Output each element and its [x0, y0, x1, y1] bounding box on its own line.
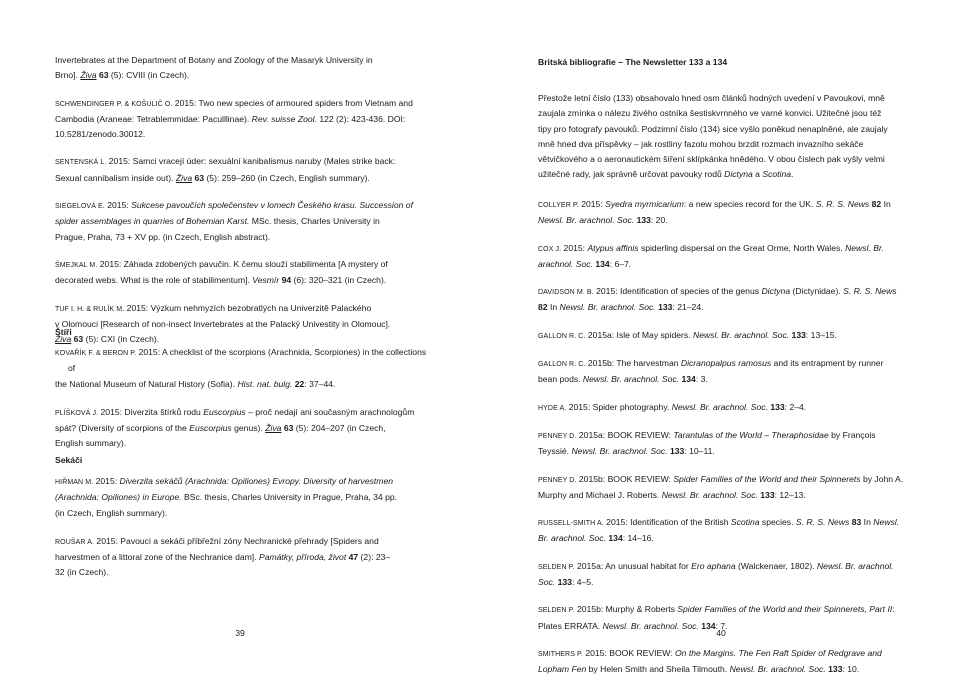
text-run: v Olomouci [Research of non-insect Invertebrates at the Palacký Univestity in Olomouc]. [55, 318, 391, 329]
text-run: 82 [538, 302, 548, 313]
bibliography-list-top [55, 53, 427, 347]
text-run: Newsl. Br. arachnol. Soc. [582, 374, 680, 385]
text-run: : 37–44. [304, 378, 336, 389]
bibliography-entry [55, 257, 427, 289]
text-run: S. R. S. News [843, 286, 897, 297]
text-run: 32 (in Czech). [55, 567, 109, 578]
text-run: 2015: Diverzita štírků rodu [98, 406, 204, 417]
text-run: : 12–13. [774, 489, 806, 500]
text-run: 2015: Výzkum nehmyzích bezobratlých na Univerzitě Palackého [124, 302, 372, 313]
text-run: 2015: BOOK REVIEW: [582, 647, 675, 658]
text-run: zaujala zmínka o nálezu živého ostníka šestiskvrnného ve varné konvici. Užitečné jsou též [538, 108, 882, 119]
text-line [538, 400, 910, 416]
text-run: Newsl. Br. arachnol. Soc. [729, 664, 826, 675]
text-run: harvestmen of a littoral zone of the Nechranice dam]. [55, 552, 259, 563]
text-run: Sexual cannibalism inside out). [55, 172, 176, 183]
text-run: větvičkového a o aeronautickém šíření sklípkánka hnědého. V obou číslech pak vyšly velmi [538, 154, 885, 165]
text-run: Newsl. Br. [845, 242, 884, 253]
text-run: Brno]. [55, 70, 81, 81]
text-run: SCHWENDINGER P. & KOŠULIČ O. [55, 100, 173, 108]
text-run: Euscorpius [203, 406, 246, 417]
text-run: 134 [701, 620, 716, 631]
text-run: a [752, 169, 763, 180]
bibliography-entry [538, 197, 910, 229]
text-run: SELDEN P. [538, 563, 575, 571]
text-line [55, 421, 427, 436]
text-run: Sukcese pavoučích společenstev v lomech Českého krasu. Succession of [131, 200, 413, 211]
text-run: S. R. S. News [815, 199, 870, 209]
text-run: 2015: Záhada zdobených pavučin. K čemu slouží stabilimenta [A mystery of [97, 258, 388, 269]
text-run: 133 [670, 446, 685, 457]
text-run: 94 [281, 275, 292, 286]
page-number: 39 [235, 628, 245, 638]
text-run: Euscorpius [189, 423, 232, 434]
text-run: Dictyna [761, 286, 791, 297]
text-line [55, 301, 427, 317]
text-run: Rev. suisse Zool. [251, 113, 317, 124]
text-run: decorated webs. What is the role of stabilimentum]. [55, 275, 253, 286]
text-run: HIŘMAN M. [55, 479, 94, 486]
text-run: by François [828, 429, 876, 440]
bibliography-entry [538, 400, 910, 416]
text-run: (Walckenaer, 1802). [735, 560, 817, 571]
text-line [538, 106, 910, 121]
text-run: 10.5281/zenodo.30012. [55, 129, 146, 140]
text-run: : 3. [695, 374, 708, 385]
text-run: S. R. S. News [795, 517, 850, 528]
text-run: 63 [283, 423, 294, 434]
text-run: 2015: Identification of the British [603, 517, 731, 528]
text-run: TUF I. H. & RULÍK M. [55, 305, 125, 313]
text-run: . [791, 169, 794, 180]
text-run: 83 [851, 517, 862, 528]
text-run: Soc. [538, 577, 556, 588]
text-run: 133 [760, 489, 775, 500]
page-number: 40 [716, 628, 726, 638]
text-run: 2015b: The harvestman [585, 358, 681, 369]
text-run: In [547, 302, 560, 313]
text-run: (5): 259–260 (in Czech, English summary). [204, 172, 370, 183]
text-line [538, 213, 910, 228]
text-line [55, 112, 427, 127]
bibliography-list-harvestmen [55, 474, 427, 581]
text-run: mně hned dva příspěvky – jak rostliny fazolu mohou brzdit rozmach invazního sekáče [538, 138, 864, 149]
text-run: spider assemblages in quarries of Bohemian Karst. [55, 216, 250, 227]
bibliography-entry [55, 301, 427, 348]
text-run: MSc. thesis, Charles University in [249, 216, 380, 227]
text-run: užitečné rady, jak správně určovat pavouky rodů [538, 169, 725, 180]
text-run: PENNEY D. [538, 476, 577, 484]
text-run: genus). [231, 423, 266, 434]
text-line [538, 257, 910, 272]
text-run: (Dictynidae). [790, 286, 844, 297]
text-run: 2015: A checklist of the scorpions (Arachnida, Scorpiones) in the collections of [68, 347, 427, 374]
bibliography-entry [55, 534, 427, 581]
text-run: DAVIDSON M. B. [538, 289, 594, 297]
text-run: Živa [55, 334, 72, 345]
text-line [538, 559, 910, 575]
bibliography-entry [55, 345, 427, 392]
text-run: (6): 320–321 (in Czech). [291, 275, 387, 286]
text-run: 2015: Two new species of armoured spiders from Vietnam and [172, 97, 413, 108]
text-line [55, 506, 427, 521]
text-run: 2015b: Murphy & Roberts [574, 604, 678, 615]
text-run: SENTENSKÁ L. [55, 159, 107, 167]
text-run: SIEGELOVÁ E. [55, 203, 105, 211]
text-line [538, 488, 910, 503]
text-run: arachnol. Soc. [538, 258, 593, 269]
bibliography-entry [55, 154, 427, 186]
text-line [538, 152, 910, 167]
text-run: : 10–11. [684, 446, 715, 457]
text-run: Spider Families of the World and their Spinnerets [673, 473, 861, 484]
text-line [55, 565, 427, 580]
text-run: Newsl. Br. arachnol. Soc. [602, 620, 699, 631]
text-run: Cambodia (Araneae: Tetrablemmidae: Paculllinae). [55, 113, 252, 124]
text-run: 2015a: BOOK REVIEW: [576, 429, 674, 440]
text-line [538, 472, 910, 488]
text-run: Br. arachnol. Soc. [538, 533, 606, 544]
text-run: 47 [348, 552, 359, 563]
text-line [538, 241, 910, 257]
text-line [538, 167, 910, 182]
text-run: 2015a: Isle of May spiders. [585, 329, 693, 340]
text-line [55, 68, 427, 83]
text-run: 2015: Spider photography. [566, 401, 672, 412]
text-run: (2): 23– [358, 552, 391, 563]
text-line [55, 127, 427, 142]
text-run: Teyssié. [538, 446, 572, 457]
text-run: On the Margins. The Fen Raft Spider of Redgrave and [674, 647, 882, 658]
text-run: spát? (Diversity of scorpions of the [55, 423, 190, 434]
text-run: SMITHERS P. [538, 650, 583, 658]
text-line [538, 444, 910, 459]
text-run: Spider Families of the World and their Spinnerets, Part II [677, 604, 893, 615]
text-run: (Arachnida: Opiliones) in Europe. [55, 492, 182, 503]
text-run: 134 [595, 258, 610, 269]
text-run: KOVAŘÍK F. & BERON P. [55, 350, 137, 357]
page-heading: Britská bibliografie – The Newsletter 133 a 134 [538, 57, 728, 67]
text-run: COX J. [538, 245, 562, 253]
text-run: Dictyna [724, 169, 753, 180]
text-run: ROUŠAR A. [55, 538, 95, 546]
text-line [538, 328, 910, 344]
text-run: 2015a: An unusual habitat for [574, 560, 692, 571]
bibliography-entry [538, 472, 910, 504]
text-run: 63 [194, 172, 205, 183]
text-run: 134 [608, 533, 623, 544]
text-run: 133 [658, 302, 673, 313]
text-run: species. [759, 517, 796, 528]
bibliography-entry [55, 96, 427, 143]
text-run: the National Museum of Natural History (Sofia). [55, 378, 238, 389]
text-run: Dicranopalpus ramosus [680, 358, 772, 369]
bibliography-entry [538, 241, 910, 273]
text-run: Diverzita sekáčů (Arachnida: Opiliones) Evropy. Diversity of harvestmen [119, 476, 394, 486]
text-line [538, 602, 910, 618]
text-run: : 14–16. [622, 533, 654, 544]
text-run: Živa [80, 70, 97, 81]
text-run: 82 [871, 199, 882, 209]
bibliography-entry [55, 53, 427, 84]
text-line [538, 662, 910, 677]
text-run: Newsl. Br. arachnol. Soc. [571, 446, 668, 457]
text-line [55, 257, 427, 273]
text-run: GALLON R. C. [538, 332, 586, 340]
text-run: 63 [73, 334, 84, 345]
text-run: GALLON R. C. [538, 361, 586, 369]
text-run: : 7. [715, 620, 728, 631]
text-run: 2015: Pavouci a sekáči příbřežní zóny Nechranické přehrady [Spiders and [94, 535, 379, 546]
text-line [55, 53, 427, 68]
text-line [538, 428, 910, 444]
text-run: English summary). [55, 438, 127, 449]
section-heading-scorpions: Štíři [55, 327, 72, 337]
bibliography-entry [55, 198, 427, 245]
text-line [55, 377, 427, 392]
text-run: 2015b: BOOK REVIEW: [576, 473, 674, 484]
text-run: : [892, 604, 895, 615]
text-line [538, 372, 910, 387]
bibliography-entry [55, 405, 427, 452]
text-run: Syedra myrmicarium [605, 199, 684, 209]
text-run: Hist. nat. bulg. [237, 378, 293, 389]
text-run: Přestože letní číslo (133) obsahovalo hned osm článků hodných uvedení v Pavoukovi, mně [538, 93, 885, 103]
text-line [55, 550, 427, 565]
text-run: : 21–24. [672, 302, 704, 313]
text-run: 133 [636, 215, 651, 226]
bibliography-entry [538, 328, 910, 344]
text-run: : 2–4. [784, 401, 807, 412]
text-run: : a new species record for the UK. [683, 199, 816, 209]
text-run: Scotina [730, 517, 760, 528]
text-line [55, 96, 427, 112]
text-line [55, 490, 427, 505]
text-run: Atypus affinis [587, 242, 639, 253]
text-run: Newsl. [873, 517, 900, 528]
text-line [538, 300, 910, 315]
text-run: In [881, 199, 891, 209]
text-line [55, 534, 427, 550]
text-line [55, 230, 427, 245]
text-run: – proč nedají ani současným arachnologům [245, 406, 415, 417]
text-line [538, 137, 910, 152]
text-run: : 10. [842, 664, 860, 675]
text-run: tipy pro fotografy pavouků. Podzimní číslo (134) sice vyšlo poněkud nenaplněné, ale zaujaly [538, 123, 888, 134]
text-line [538, 646, 910, 662]
text-run: Živa [175, 172, 193, 183]
text-run: 2015: [104, 200, 132, 211]
text-line [538, 515, 910, 531]
text-run: Newsl. Br. arachnol. [816, 560, 894, 571]
bibliography-entry [55, 474, 427, 521]
bibliography-entry [538, 559, 910, 591]
text-run: PENNEY D. [538, 432, 577, 440]
text-run: (5): 204–207 (in Czech, [293, 423, 386, 434]
bibliography-entry [538, 284, 910, 316]
text-line [55, 171, 427, 186]
text-run: by John A. [860, 473, 904, 484]
text-line [538, 197, 910, 213]
text-line [55, 405, 427, 421]
text-run: Scotina [762, 169, 792, 180]
text-run: (5): CXI (in Czech). [83, 334, 160, 345]
text-run: Vesmír [252, 275, 280, 286]
text-run: 2015: Samci vracejí úder: sexuální kanibalismus naruby (Males strike back: [106, 156, 396, 167]
text-run: and its entrapment by runner [771, 358, 884, 369]
text-line [55, 198, 427, 214]
text-run: 122 (2): 423-436. DOI: [316, 113, 406, 124]
text-line [538, 122, 910, 137]
text-run: 2015: [561, 242, 588, 253]
text-line [55, 214, 427, 229]
bibliography-entry [538, 515, 910, 547]
text-run: Živa [265, 423, 282, 434]
text-run: Ero aphana [691, 560, 736, 571]
text-run: 63 [98, 70, 109, 81]
text-run: Newsl. Br. arachnol. Soc. [538, 215, 635, 226]
text-run: (5): CVIII (in Czech). [108, 70, 190, 81]
text-run: Murphy and Michael J. Roberts. [538, 489, 662, 500]
text-run: RUSSELL-SMITH A. [538, 520, 604, 528]
text-run: Tarantulas of the World – Theraphosidae [673, 429, 829, 440]
right-page [480, 0, 960, 679]
text-run: : 13–15. [805, 329, 837, 340]
text-line [55, 474, 427, 490]
text-run: Newsl. Br. arachnol. Soc. [661, 489, 758, 500]
text-run: Invertebrates at the Department of Botany and Zoology of the Masaryk University in [55, 55, 373, 65]
text-line [538, 91, 910, 106]
text-run: : 20. [650, 215, 668, 226]
text-run: 2015: [578, 199, 606, 209]
text-run: 2015: Identification of species of the genus [593, 286, 762, 297]
text-line [55, 436, 427, 451]
text-run: by Helen Smith and Sheila Tilmouth. [586, 664, 730, 675]
text-run: Newsl. Br. arachnol. Soc. [692, 329, 790, 340]
text-line [55, 154, 427, 170]
text-run: Newsl. Br. arachnol. Soc. [671, 401, 768, 412]
text-run: ŠMEJKAL M. [55, 261, 98, 269]
text-run: Plates ERRATA. [538, 620, 603, 631]
text-run: SELDEN P. [538, 607, 575, 615]
text-run: bean pods. [538, 374, 583, 385]
text-line [538, 531, 910, 546]
text-line [55, 345, 427, 377]
text-run: COLLYER P. [538, 202, 579, 209]
text-run: Lopham Fen [538, 664, 587, 675]
text-run: BSc. thesis, Charles University in Prague, Praha, 34 pp. [181, 492, 398, 503]
text-run: 134 [681, 374, 696, 385]
bibliography-list-british [538, 197, 910, 678]
text-run: Newsl. Br. arachnol. Soc. [559, 302, 656, 313]
bibliography-entry [538, 428, 910, 460]
text-run: HYDE A. [538, 404, 567, 412]
text-line [538, 356, 910, 372]
text-run: 22 [294, 378, 305, 389]
text-run: : 4–5. [571, 577, 594, 588]
text-run: In [861, 517, 874, 528]
paragraph [538, 91, 910, 183]
text-run: 133 [557, 577, 572, 588]
bibliography-entry [538, 356, 910, 388]
intro-paragraph [538, 91, 910, 183]
text-run: 133 [770, 401, 785, 412]
text-run: Památky, příroda, život [258, 552, 347, 563]
text-run: Prague, Praha, 73 + XV pp. (in Czech, English abstract). [55, 231, 271, 242]
text-line [538, 284, 910, 300]
text-run: : 6–7. [609, 258, 632, 269]
bibliography-list-scorpions [55, 345, 427, 452]
text-run: (in Czech, English summary). [55, 507, 168, 518]
text-run: 133 [791, 329, 806, 340]
text-run: PLÍŠKOVÁ J. [55, 409, 99, 417]
text-run: 133 [828, 664, 843, 675]
text-run: 2015: [93, 476, 120, 486]
text-line [55, 273, 427, 288]
text-run: spiderling dispersal on the Great Orme, North Wales. [638, 242, 846, 253]
text-line [538, 575, 910, 590]
bibliography-entry [538, 646, 910, 678]
section-heading-harvestmen: Sekáči [55, 455, 83, 465]
